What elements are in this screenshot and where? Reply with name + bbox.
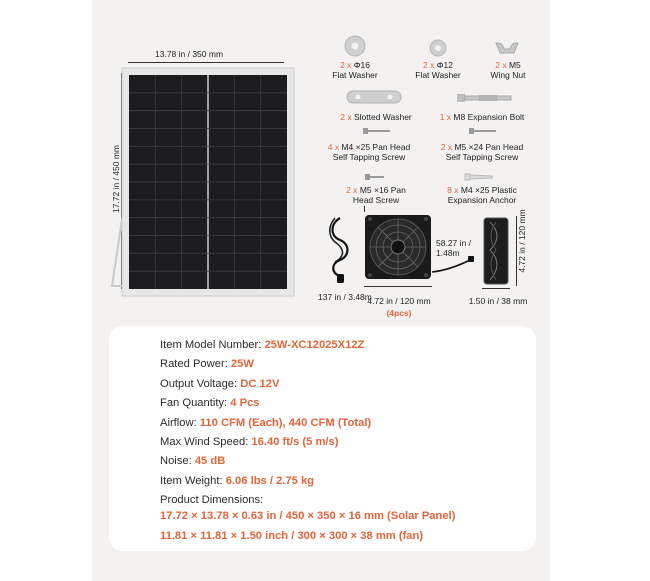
spec-row bbox=[160, 454, 225, 468]
pan-screw-m5-16-icon bbox=[364, 172, 386, 182]
spec-row bbox=[160, 396, 260, 410]
spec-value: 25W-XC12025X12Z bbox=[264, 339, 365, 351]
spec-row bbox=[160, 435, 338, 449]
part-plastic-anchor: 8 x M4 ×25 Plastic Expansion Anchor bbox=[447, 185, 517, 205]
fan-height-label: 4.72 in / 120 mm bbox=[517, 209, 527, 273]
fan-depth-line bbox=[482, 288, 510, 289]
spec-value: 25W bbox=[230, 358, 254, 371]
pan-head-screw-m4-icon bbox=[362, 126, 392, 136]
spec-row bbox=[160, 377, 279, 391]
part-screw-m5-24: 2 x M5 ×24 Pan Head Self Tapping Screw bbox=[440, 142, 524, 162]
spec-value: DC 12V bbox=[240, 377, 280, 390]
spec-value: 110 CFM (Each), 440 CFM (Total) bbox=[199, 416, 372, 429]
power-cable-image bbox=[326, 214, 356, 286]
part-flat-washer-12: 2 x Φ12 Flat Washer bbox=[415, 60, 461, 80]
part-wing-nut: 2 x M5 Wing Nut bbox=[490, 60, 526, 80]
spec-key: Output Voltage: bbox=[160, 377, 241, 390]
spec-key: Item Model Number: bbox=[160, 339, 265, 351]
spec-row bbox=[160, 416, 371, 430]
flat-washer-12-icon bbox=[428, 38, 448, 58]
wing-nut-icon bbox=[494, 40, 520, 56]
spec-value: 6.06 lbs / 2.75 kg bbox=[225, 474, 315, 487]
part-expansion-bolt: 1 x M8 Expansion Bolt bbox=[439, 112, 525, 122]
spec-key: Rated Power: bbox=[160, 358, 231, 371]
spec-card bbox=[109, 326, 536, 551]
spec-key: Product Dimensions: bbox=[160, 494, 264, 507]
fan-count-label: (4pcs) bbox=[386, 308, 412, 318]
flat-washer-16-icon bbox=[343, 34, 367, 58]
part-flat-washer-16: 2 x Φ16 Flat Washer bbox=[332, 60, 378, 80]
spec-key: Noise: bbox=[160, 455, 195, 468]
slotted-washer-icon bbox=[346, 90, 402, 104]
spec-key: Item Weight: bbox=[160, 474, 226, 487]
spec-value: 45 dB bbox=[194, 455, 226, 468]
fan-cable-text: 58.27 in / 1.48m bbox=[436, 238, 471, 258]
panel-width-label: 13.78 in / 350 mm bbox=[155, 49, 224, 59]
cable-length-label bbox=[318, 292, 372, 302]
spec-value: 16.40 ft/s (5 m/s) bbox=[251, 436, 339, 448]
dimension-fan: 11.81 × 11.81 × 1.50 inch / 300 × 300 × 38 mm (fan) bbox=[160, 530, 424, 542]
spec-row bbox=[160, 493, 263, 507]
expansion-bolt-icon bbox=[455, 90, 515, 106]
spec-value: 4 Pcs bbox=[230, 397, 260, 410]
dimension-solar-panel: 17.72 × 13.78 × 0.63 in / 450 × 350 × 16 mm (Solar Panel) bbox=[160, 510, 456, 522]
fan-side-image bbox=[482, 216, 510, 286]
fan-front-image bbox=[364, 214, 432, 280]
spec-key: Max Wind Speed: bbox=[160, 436, 252, 448]
fan-width-line bbox=[364, 286, 432, 287]
part-screw-m5-16: 2 x M5 ×16 Pan Head Screw bbox=[346, 185, 406, 205]
plastic-anchor-icon bbox=[464, 172, 494, 182]
cable-length-text: 137 in / 3.48m bbox=[318, 292, 372, 302]
fan-cable-label bbox=[436, 238, 480, 258]
panel-height-label: 17.72 in / 450 mm bbox=[111, 144, 121, 214]
spec-row bbox=[160, 357, 254, 371]
fan-width-label: 4.72 in / 120 mm bbox=[367, 296, 431, 306]
spec-row bbox=[160, 474, 314, 488]
spec-key: Fan Quantity: bbox=[160, 397, 231, 410]
spec-key: Airflow: bbox=[160, 416, 200, 429]
part-slotted-washer: 2 x Slotted Washer bbox=[340, 112, 412, 122]
solar-panel-image bbox=[108, 60, 300, 302]
spec-row bbox=[160, 338, 364, 352]
fan-width-left-tick bbox=[364, 206, 365, 212]
part-screw-m4-25: 4 x M4 ×25 Pan Head Self Tapping Screw bbox=[327, 142, 411, 162]
pan-head-screw-m5-icon bbox=[468, 126, 498, 136]
fan-depth-label: 1.50 in / 38 mm bbox=[468, 296, 528, 306]
